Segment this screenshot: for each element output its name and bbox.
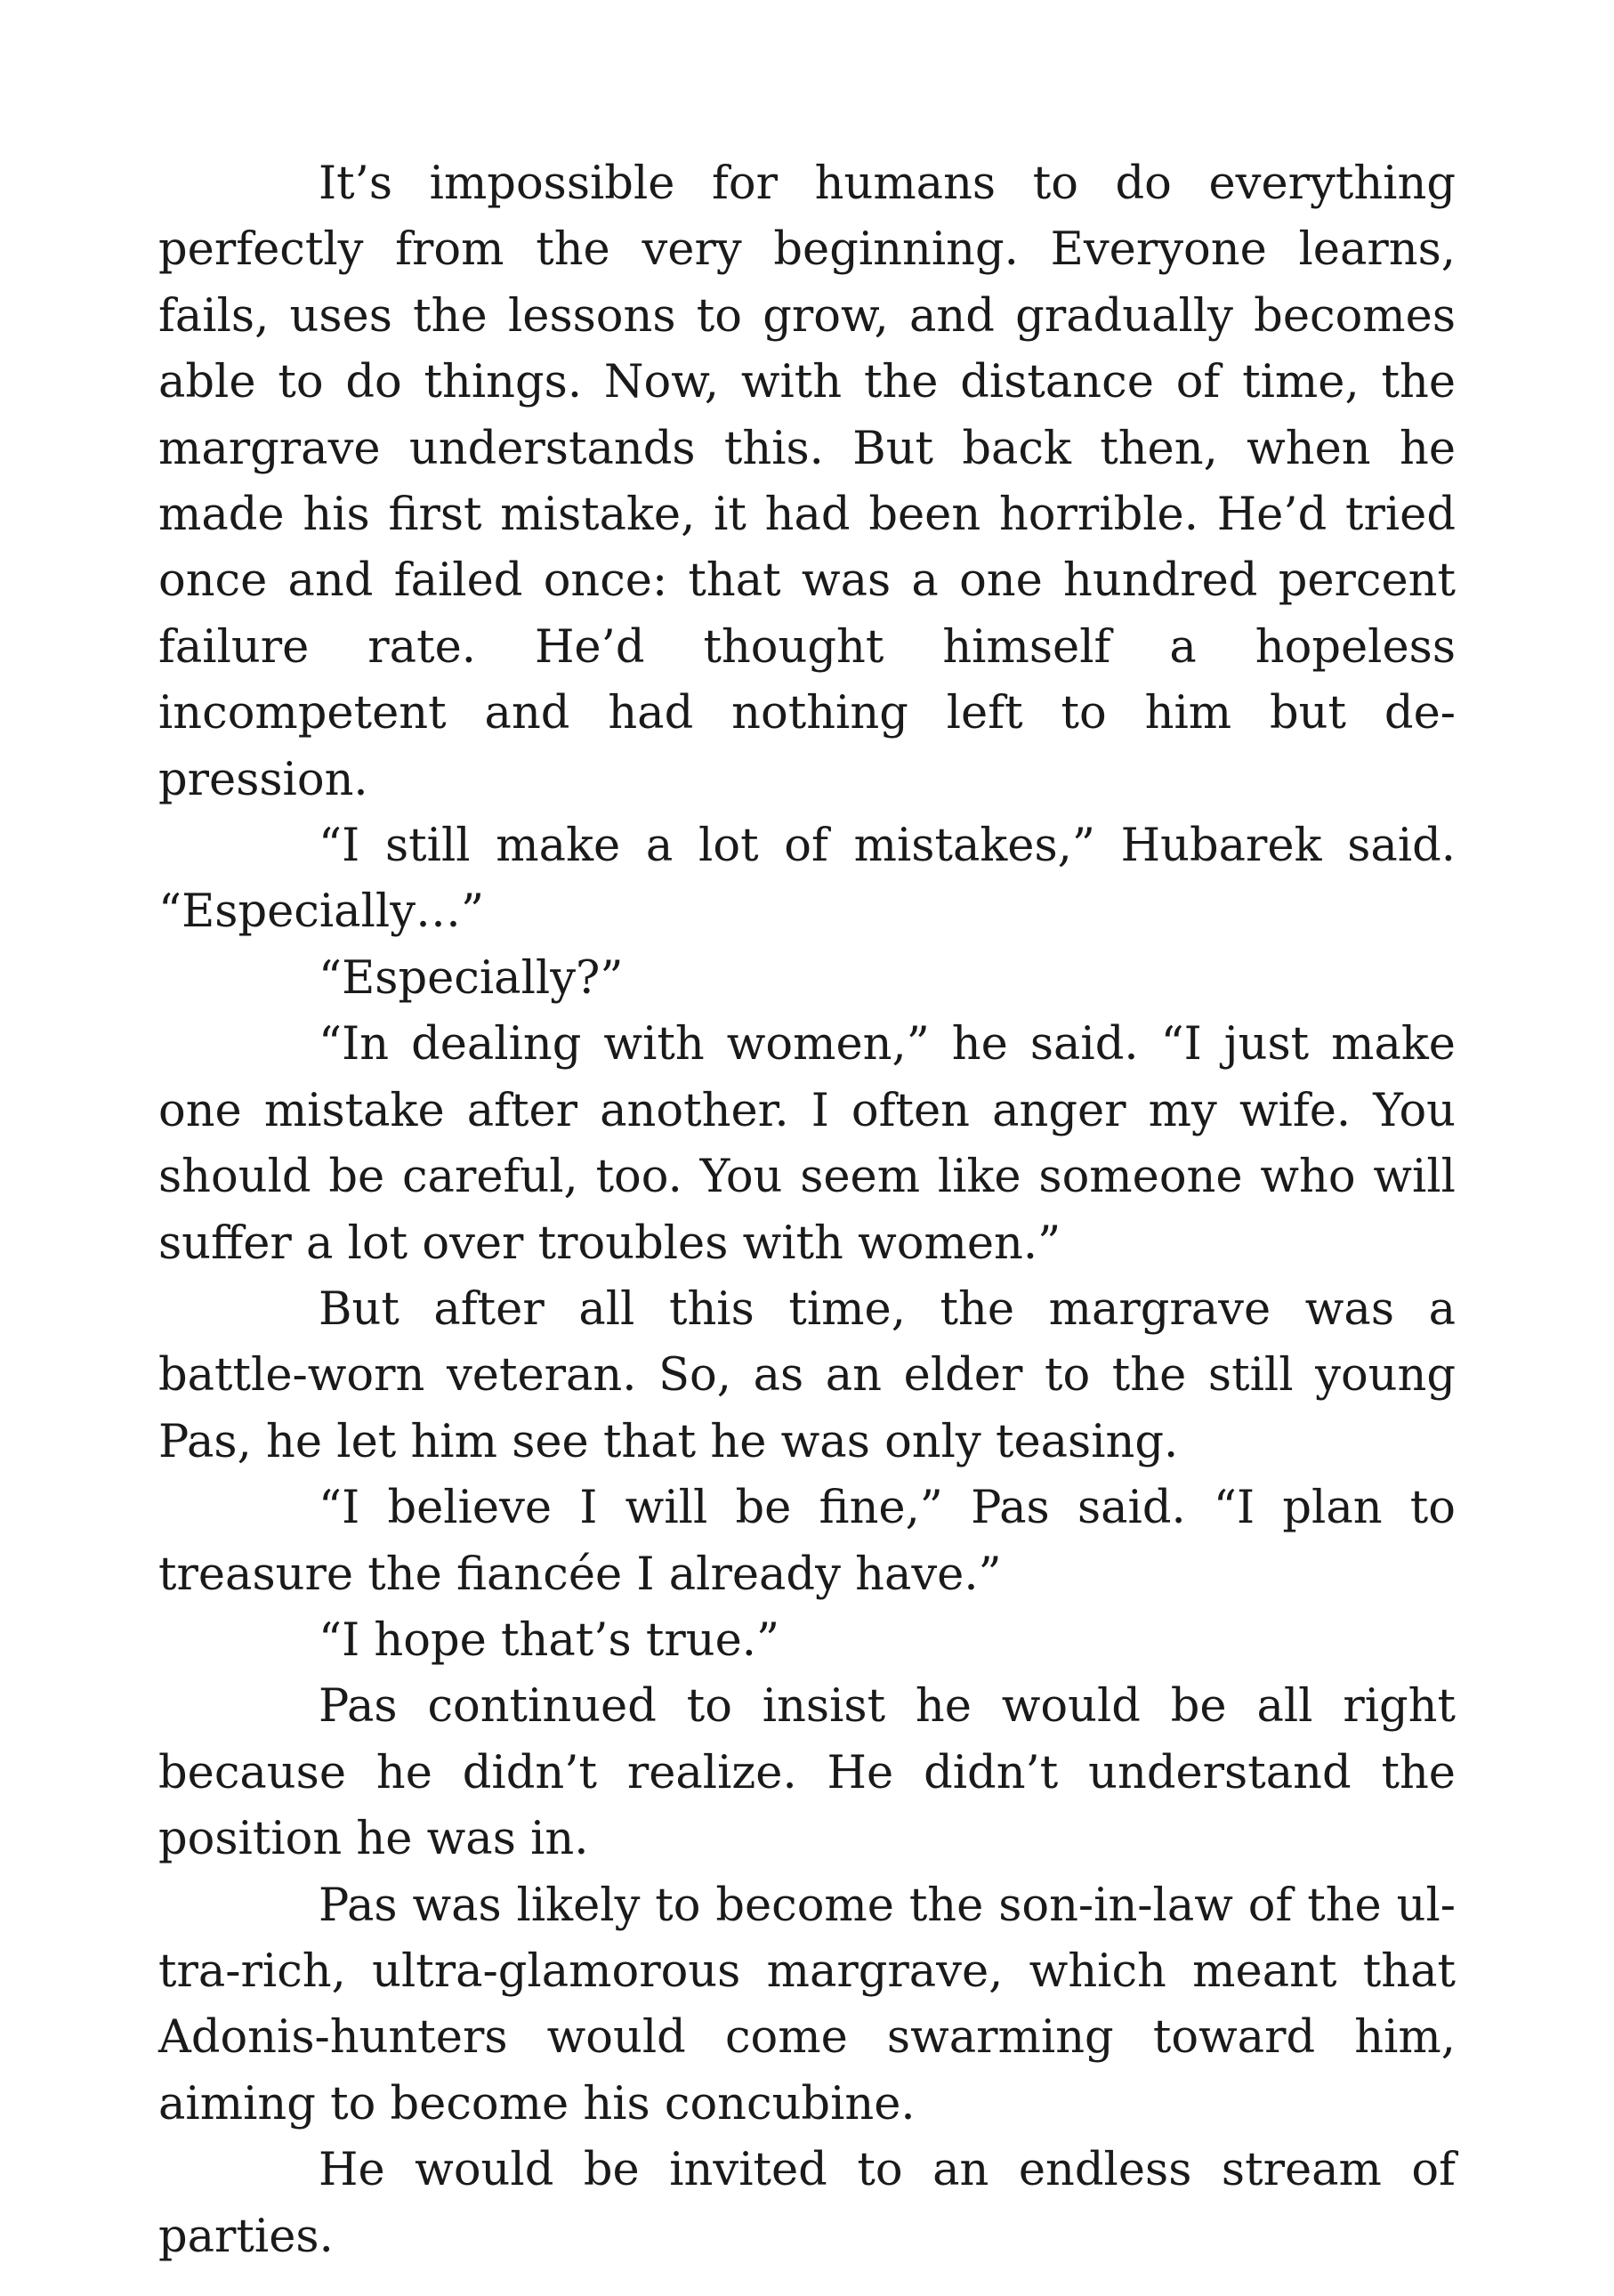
paragraph-7: “I hope that’s true.”	[319, 1613, 780, 1667]
paragraph-5: But after all this time, the margrave was a battle-worn veteran. So, as an elder to the still young Pas, he let him see that he was only teasing.	[158, 1282, 1456, 1468]
paragraph-2: “I still make a lot of mistakes,” Hubarek said. “Especially…”	[158, 820, 1456, 939]
paragraph-1: It’s impossible for humans to do everything perfectly from the very beginning. Everyone learns, fails, uses the lessons to grow, and gradually becomes able to do things. Now, with the distance of time, the margrave understands this. But back then, when he made his first mistake, it had been horrible. He’d tried once and failed once: that was a one hundred percent failure rate. He’d thought himself a hopeless incompetent and had nothing left to him but depression.	[158, 158, 1456, 806]
body-text	[158, 151, 1456, 2270]
paragraph-4: “In dealing with women,” he said. “I just make one mistake after another. I often anger my wife. You should be careful, too. You seem like someone who will suffer a lot over troubles with women.”	[158, 1018, 1456, 1270]
paragraph-8: Pas continued to insist he would be all right because he didn’t realize. He didn’t understand the position he was in.	[158, 1680, 1456, 1866]
paragraph-9: Pas was likely to become the son-in-law of the ultra-rich, ultra-glamorous margrave, which meant that Adonis-hunters would come swarming toward him, aiming to become his concubine.	[158, 1879, 1456, 2130]
paragraph-10: He would be invited to an endless stream of parties.	[158, 2144, 1456, 2263]
paragraph-3: “Especially?”	[319, 951, 624, 1005]
paragraph-6: “I believe I will be fine,” Pas said. “I plan to treasure the fiancée I already have.”	[158, 1482, 1456, 1601]
